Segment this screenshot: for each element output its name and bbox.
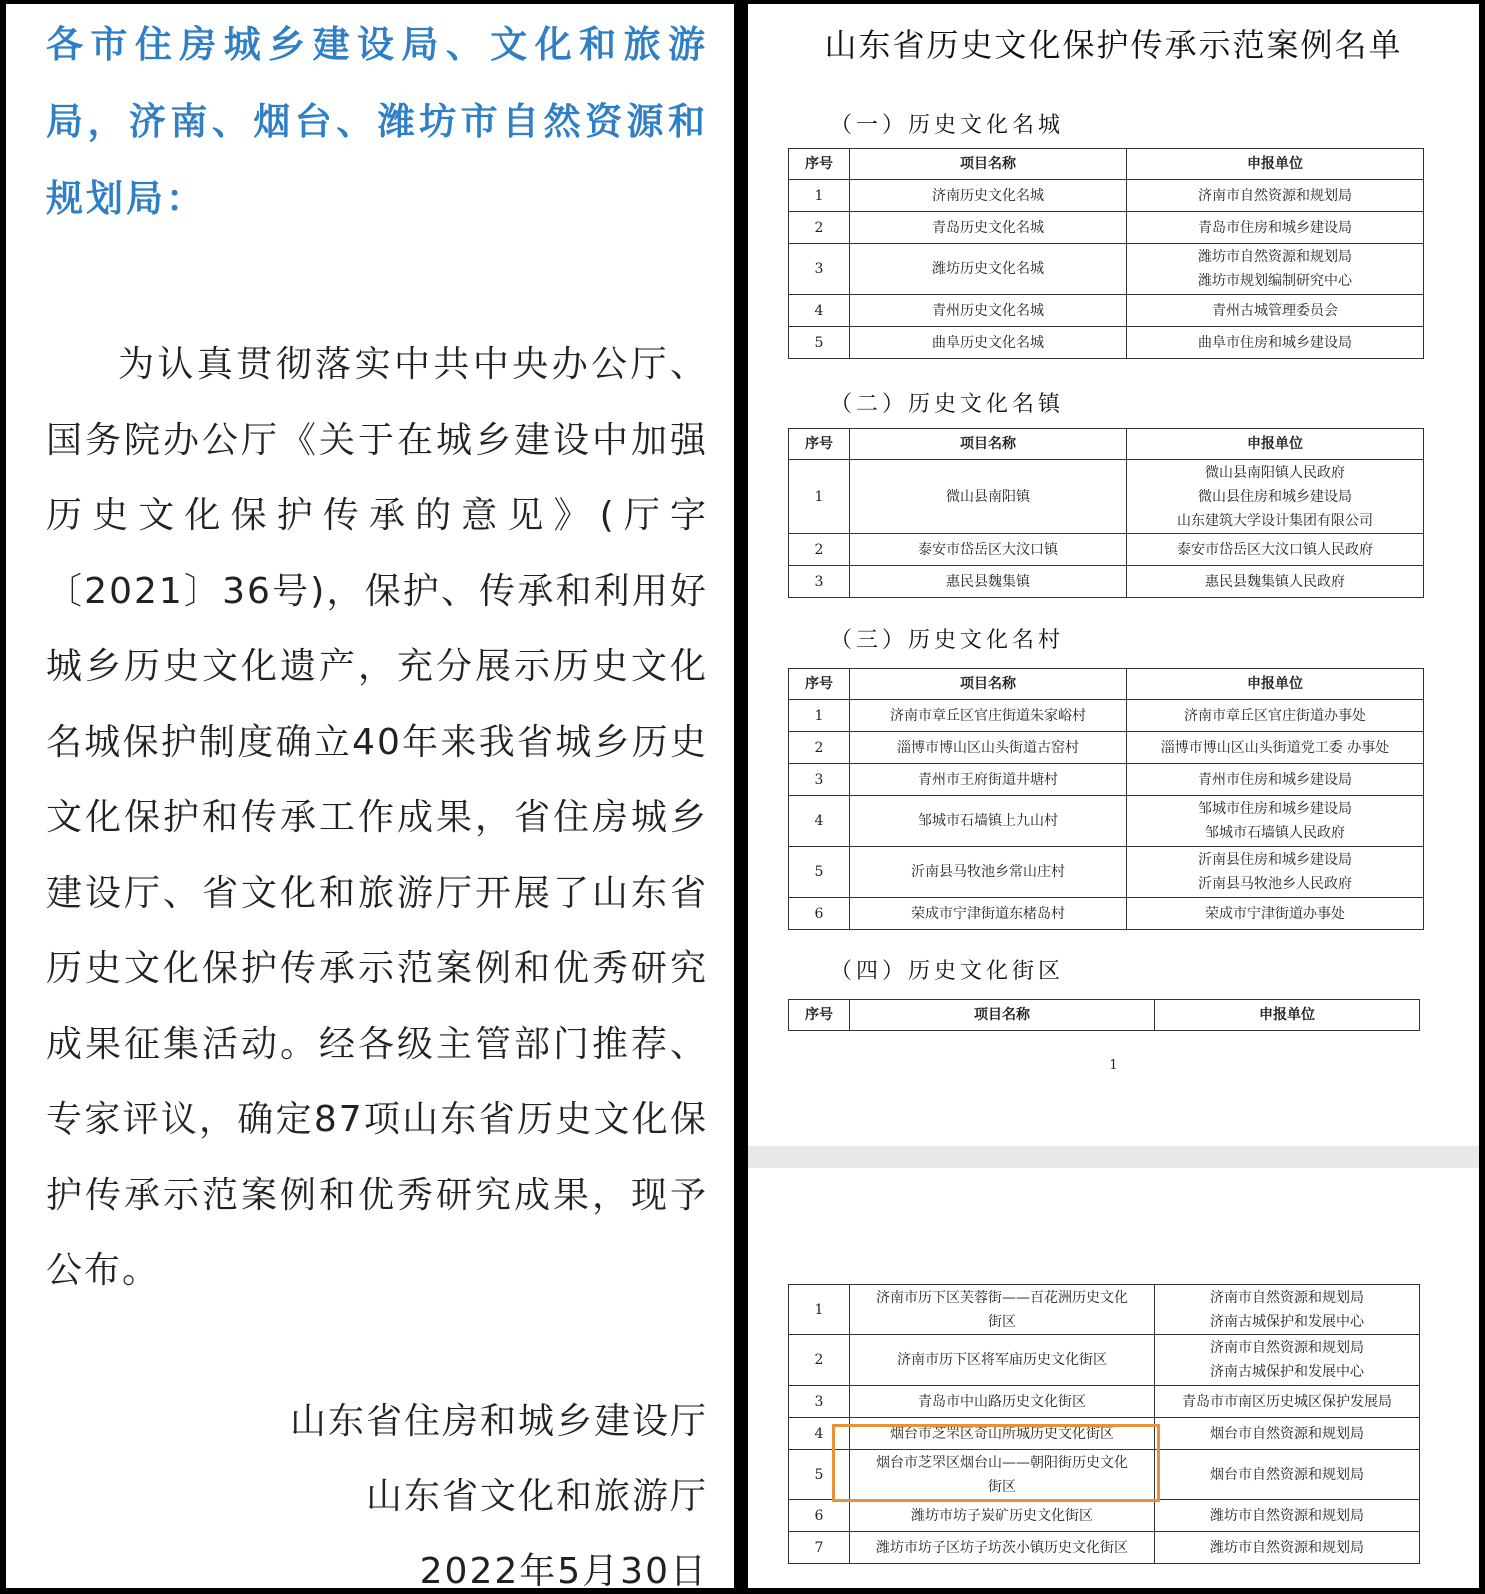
- notice-panel: [6, 4, 734, 1588]
- row-name: 淄博市博山区山头街道古窑村: [850, 732, 1127, 764]
- notice-addressee: 各市住房城乡建设局、文化和旅游局，济南、烟台、潍坊市自然资源和规划局：: [46, 23, 708, 220]
- row-unit: [1155, 1285, 1420, 1335]
- table-row: [789, 764, 1424, 796]
- unit-line: 惠民县魏集镇人民政府: [1205, 573, 1345, 590]
- row-no: 4: [789, 796, 850, 847]
- unit-line: 邹城市石墙镇人民政府: [1205, 825, 1345, 841]
- table-row: [789, 566, 1424, 598]
- notice-body: 为认真贯彻落实中共中央办公厅、国务院办公厅《关于在城乡建设中加强历史文化保护传承的意见》(厅字〔2021〕36号)，保护、传承和利用好城乡历史文化遗产，充分展示历史文化名城保护制度确立40年来我省城乡历史文化保护和传承工作成果，省住房城乡建设厅、省文化和旅游厅开展了山东省历史文化保护传承示范案例和优秀研究成果征集活动。经各级主管部门推荐、专家评议，确定87项山东省历史文化保护传承示范案例和优秀研究成果，现予公布。: [46, 344, 708, 1291]
- unit-line: 济南古城保护和发展中心: [1210, 1313, 1364, 1330]
- row-no: 3: [789, 566, 850, 598]
- name-line: 烟台市芝罘区烟台山——朝阳街历史文化: [876, 1454, 1128, 1471]
- header-no: 序号: [789, 669, 850, 700]
- name-line: 青岛市中山路历史文化街区: [918, 1393, 1086, 1410]
- name-line: 街区: [988, 1478, 1016, 1495]
- row-unit: [1155, 1450, 1420, 1500]
- table-row: [789, 460, 1424, 534]
- row-no: 1: [789, 700, 850, 732]
- header-no: 序号: [789, 429, 850, 460]
- document-panel: [748, 4, 1479, 1588]
- row-name: 惠民县魏集镇: [850, 566, 1127, 598]
- signer-housing-dept: 山东省住房和城乡建设厅: [289, 1400, 708, 1442]
- table-row: [789, 180, 1424, 212]
- row-no: 2: [789, 534, 850, 566]
- table-row: [789, 1335, 1420, 1386]
- table-districts: [788, 1284, 1420, 1564]
- table-row: [789, 1418, 1420, 1450]
- notice-date: 2022年5月30日: [419, 1550, 708, 1588]
- unit-line: 烟台市自然资源和规划局: [1210, 1466, 1364, 1483]
- document-title: 山东省历史文化保护传承示范案例名单: [824, 26, 1403, 64]
- row-name: [850, 1418, 1155, 1450]
- unit-line: 青岛市市南区历史城区保护发展局: [1182, 1393, 1392, 1410]
- name-line: 济南市历下区将军庙历史文化街区: [897, 1352, 1107, 1368]
- table-row: [789, 1285, 1420, 1335]
- unit-line: 济南市章丘区官庄街道办事处: [1184, 707, 1366, 724]
- table-row: [789, 295, 1424, 327]
- row-unit: [1127, 566, 1424, 598]
- unit-line: 济南市自然资源和规划局: [1210, 1289, 1364, 1306]
- table-cities: [788, 148, 1424, 359]
- name-line: 街区: [988, 1313, 1016, 1330]
- header-name: 项目名称: [850, 429, 1127, 460]
- table-row: [789, 1500, 1420, 1532]
- row-no: 4: [789, 1418, 850, 1450]
- unit-line: 青岛市住房和城乡建设局: [1198, 219, 1352, 236]
- row-no: 6: [789, 898, 850, 930]
- row-no: 4: [789, 295, 850, 327]
- row-unit: [1127, 847, 1424, 898]
- row-no: 5: [789, 847, 850, 898]
- table-row: [789, 847, 1424, 898]
- table-row: [789, 732, 1424, 764]
- row-no: 2: [789, 1335, 850, 1386]
- row-name: 微山县南阳镇: [850, 460, 1127, 534]
- name-line: 潍坊市坊子炭矿历史文化街区: [911, 1507, 1093, 1524]
- row-unit: [1155, 1500, 1420, 1532]
- table-villages: [788, 668, 1424, 930]
- unit-line: 潍坊市自然资源和规划局: [1198, 249, 1352, 265]
- table-header-row: [789, 1000, 1420, 1031]
- section-title-villages: （三）历史文化名村: [830, 628, 1065, 653]
- row-no: 5: [789, 327, 850, 359]
- row-no: 2: [789, 732, 850, 764]
- header-unit: 申报单位: [1155, 1000, 1420, 1031]
- row-name: 济南市章丘区官庄街道朱家峪村: [850, 700, 1127, 732]
- name-line: 潍坊市坊子区坊子坊茨小镇历史文化街区: [876, 1539, 1128, 1556]
- table-header-row: [789, 149, 1424, 180]
- header-unit: 申报单位: [1127, 669, 1424, 700]
- unit-line: 泰安市岱岳区大汶口镇人民政府: [1177, 541, 1373, 558]
- table-row: [789, 1450, 1420, 1500]
- unit-line: 济南市自然资源和规划局: [1210, 1340, 1364, 1356]
- name-line: 济南市历下区芙蓉街——百花洲历史文化: [876, 1289, 1128, 1306]
- table-row: [789, 796, 1424, 847]
- row-unit: [1127, 180, 1424, 212]
- row-unit: [1127, 796, 1424, 847]
- table-row: [789, 700, 1424, 732]
- row-name: 曲阜历史文化名城: [850, 327, 1127, 359]
- table-row: [789, 534, 1424, 566]
- row-unit: [1127, 898, 1424, 930]
- row-unit: [1127, 700, 1424, 732]
- row-unit: [1127, 732, 1424, 764]
- page-number: 1: [1109, 1058, 1118, 1073]
- unit-line: 潍坊市自然资源和规划局: [1210, 1507, 1364, 1524]
- unit-line: 潍坊市规划编制研究中心: [1198, 273, 1352, 289]
- header-unit: 申报单位: [1127, 429, 1424, 460]
- row-unit: [1127, 764, 1424, 796]
- row-unit: [1127, 212, 1424, 244]
- unit-line: 沂南县住房和城乡建设局: [1198, 852, 1352, 868]
- section-title-towns: （二）历史文化名镇: [830, 392, 1065, 417]
- row-unit: [1155, 1532, 1420, 1564]
- unit-line: 淄博市博山区山头街道党工委 办事处: [1160, 739, 1390, 756]
- section-title-cities: （一）历史文化名城: [830, 113, 1065, 138]
- row-no: 1: [789, 180, 850, 212]
- row-name: 济南历史文化名城: [850, 180, 1127, 212]
- unit-line: 青州市住房和城乡建设局: [1198, 771, 1352, 788]
- table-row: [789, 1386, 1420, 1418]
- page-separator: [748, 1146, 1479, 1168]
- row-name: [850, 1335, 1155, 1386]
- header-no: 序号: [789, 149, 850, 180]
- row-name: [850, 1386, 1155, 1418]
- unit-line: 荣成市宁津街道办事处: [1205, 905, 1345, 922]
- unit-line: 邹城市住房和城乡建设局: [1198, 801, 1352, 817]
- name-line: 烟台市芝罘区奇山所城历史文化街区: [890, 1425, 1114, 1442]
- header-no: 序号: [789, 1000, 850, 1031]
- row-name: 邹城市石墙镇上九山村: [850, 796, 1127, 847]
- unit-line: 微山县住房和城乡建设局: [1198, 488, 1352, 505]
- unit-line: 微山县南阳镇人民政府: [1205, 464, 1345, 481]
- row-unit: [1155, 1418, 1420, 1450]
- row-name: [850, 1500, 1155, 1532]
- table-row: [789, 898, 1424, 930]
- unit-line: 沂南县马牧池乡人民政府: [1198, 876, 1352, 892]
- row-name: [850, 1532, 1155, 1564]
- header-name: 项目名称: [850, 149, 1127, 180]
- row-name: 沂南县马牧池乡常山庄村: [850, 847, 1127, 898]
- row-no: 2: [789, 212, 850, 244]
- row-no: 3: [789, 244, 850, 295]
- row-no: 7: [789, 1532, 850, 1564]
- table-row: [789, 327, 1424, 359]
- row-no: 6: [789, 1500, 850, 1532]
- section-title-districts: （四）历史文化街区: [830, 959, 1065, 984]
- row-name: 青岛历史文化名城: [850, 212, 1127, 244]
- unit-line: 济南市自然资源和规划局: [1198, 187, 1352, 204]
- signer-culture-dept: 山东省文化和旅游厅: [365, 1475, 708, 1517]
- unit-line: 潍坊市自然资源和规划局: [1210, 1539, 1364, 1556]
- row-name: 泰安市岱岳区大汶口镇: [850, 534, 1127, 566]
- row-unit: [1127, 244, 1424, 295]
- row-name: 青州市王府街道井塘村: [850, 764, 1127, 796]
- table-row: [789, 212, 1424, 244]
- table-header-row: [789, 669, 1424, 700]
- row-name: 潍坊历史文化名城: [850, 244, 1127, 295]
- row-no: 1: [789, 1285, 850, 1335]
- unit-line: 曲阜市住房和城乡建设局: [1198, 334, 1352, 351]
- header-name: 项目名称: [850, 1000, 1155, 1031]
- notice-signature: [46, 1384, 708, 1589]
- row-unit: [1127, 460, 1424, 534]
- unit-line: 山东建筑大学设计集团有限公司: [1177, 512, 1373, 529]
- row-name: 青州历史文化名城: [850, 295, 1127, 327]
- row-name: [850, 1285, 1155, 1335]
- unit-line: 烟台市自然资源和规划局: [1210, 1425, 1364, 1442]
- row-no: 3: [789, 1386, 850, 1418]
- row-no: 1: [789, 460, 850, 534]
- row-name: 荣成市宁津街道东楮岛村: [850, 898, 1127, 930]
- header-unit: 申报单位: [1127, 149, 1424, 180]
- row-unit: [1127, 327, 1424, 359]
- unit-line: 青州古城管理委员会: [1212, 302, 1338, 319]
- row-name: [850, 1450, 1155, 1500]
- row-no: 5: [789, 1450, 850, 1500]
- table-row: [789, 1532, 1420, 1564]
- row-unit: [1155, 1335, 1420, 1386]
- row-unit: [1155, 1386, 1420, 1418]
- table-towns: [788, 428, 1424, 598]
- row-no: 3: [789, 764, 850, 796]
- table-header-row: [789, 429, 1424, 460]
- row-unit: [1127, 295, 1424, 327]
- header-name: 项目名称: [850, 669, 1127, 700]
- unit-line: 济南古城保护和发展中心: [1210, 1364, 1364, 1380]
- table-row: [789, 244, 1424, 295]
- table-districts-header: [788, 999, 1420, 1031]
- row-unit: [1127, 534, 1424, 566]
